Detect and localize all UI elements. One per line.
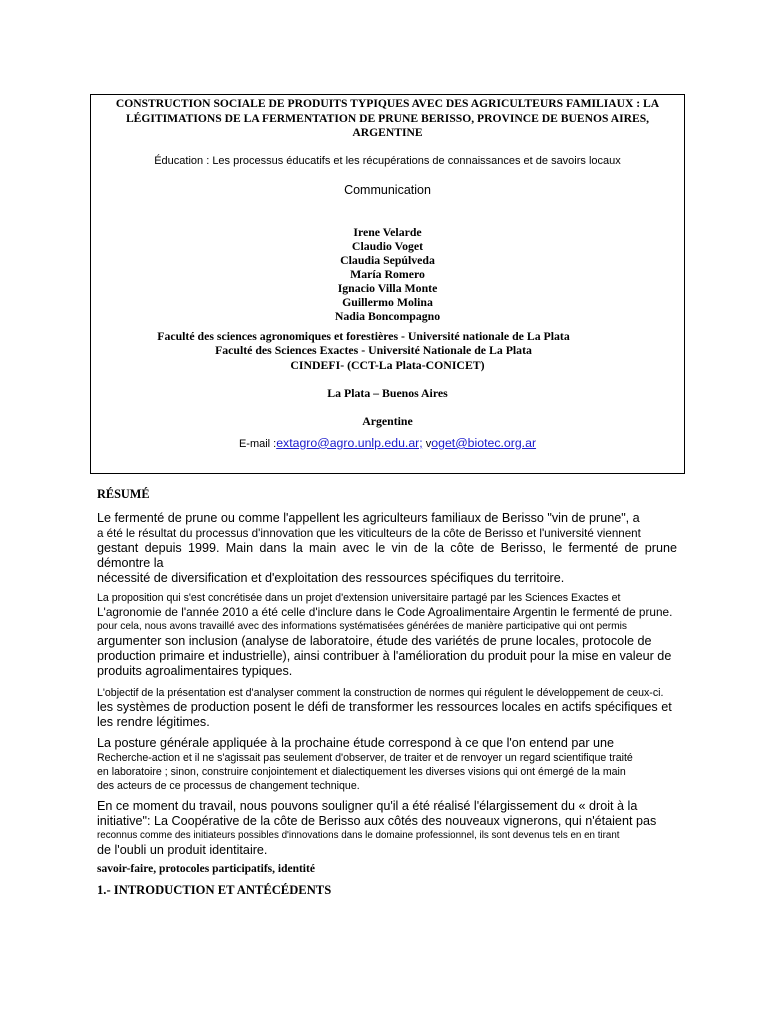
author-name: Nadia Boncompagno bbox=[334, 309, 441, 324]
paragraph-1 bbox=[97, 511, 677, 586]
paragraph-2 bbox=[97, 591, 677, 679]
resume-heading: RÉSUMÉ bbox=[97, 487, 150, 501]
affiliation: Faculté des Sciences Exactes - Université Nationale de La Plata bbox=[215, 343, 532, 358]
author-name: Ignacio Villa Monte bbox=[337, 280, 438, 295]
title-block bbox=[90, 94, 685, 474]
text-line: production primaire et industrielle), ainsi contribuer à l'amélioration du produit pour la mise en valeur de bbox=[97, 649, 672, 663]
text-line: de l'oubli un produit identitaire. bbox=[97, 843, 268, 857]
paper-subtitle: Éducation : Les processus éducatifs et les récupérations de connaissances et de savoirs locaux bbox=[154, 154, 621, 167]
city: La Plata – Buenos Aires bbox=[327, 385, 448, 400]
author-name: Claudio Voget bbox=[351, 238, 424, 253]
paragraph-4 bbox=[97, 736, 677, 793]
section-heading-introduction: 1.- INTRODUCTION ET ANTÉCÉDENTS bbox=[97, 883, 332, 897]
text-line: reconnus comme des initiateurs possibles d'innovations dans le domaine professionnel, ils sont devenus tels en en tirant bbox=[97, 830, 620, 841]
country: Argentine bbox=[362, 413, 413, 428]
affiliation: Faculté des sciences agronomiques et forestières - Université nationale de La Plata bbox=[157, 329, 570, 344]
text-line: produits agroalimentaires typiques. bbox=[97, 664, 293, 678]
paper-title: CONSTRUCTION SOCIALE DE PRODUITS TYPIQUES AVEC DES AGRICULTEURS FAMILIAUX : LA LÉGITIMATIONS DE LA FERMENTATION DE PRUNE BERISSO, PROVINCE DE BUENOS AIRES, ARGENTINE bbox=[115, 97, 660, 139]
author-name: María Romero bbox=[350, 266, 425, 281]
communication-label: Communication bbox=[344, 182, 431, 197]
paragraph-5 bbox=[97, 799, 677, 858]
email-line bbox=[91, 436, 684, 451]
text-line: les systèmes de production posent le défi de transformer les ressources locales en actifs spécifiques et bbox=[97, 700, 672, 714]
text-line: Recherche-action et il ne s'agissait pas seulement d'observer, de traiter et de renvoyer un regard scientifique traité bbox=[97, 752, 633, 764]
text-line: L'objectif de la présentation est d'analyser comment la construction de normes qui régulent le développement de ceux-ci. bbox=[97, 687, 664, 699]
email-link-1[interactable]: extagro@agro.unlp.edu.ar; bbox=[276, 435, 423, 450]
text-line: les rendre légitimes. bbox=[97, 715, 210, 729]
paragraph-3 bbox=[97, 686, 677, 730]
text-line: En ce moment du travail, nous pouvons souligner qu'il a été réalisé l'élargissement du « droit à la bbox=[97, 799, 638, 813]
text-line: argumenter son inclusion (analyse de laboratoire, étude des variétés de prune locales, protocole de bbox=[97, 634, 652, 648]
text-line: en laboratoire ; sinon, construire conjointement et dialectiquement les diverses visions qui ont émergé de la main bbox=[97, 766, 626, 778]
affiliation-list bbox=[91, 329, 684, 372]
email-link-2[interactable]: oget@biotec.org.ar bbox=[431, 435, 537, 450]
text-line: gestant depuis 1999. Main dans la main avec le vin de la côte de Berisso, le fermenté de prune démontre la bbox=[97, 541, 677, 570]
keywords: savoir-faire, protocoles participatifs, identité bbox=[97, 863, 315, 875]
text-line: L'agronomie de l'année 2010 a été celle d'inclure dans le Code Agroalimentaire Argentin le fermenté de prune. bbox=[97, 605, 673, 619]
text-line: a été le résultat du processus d'innovation que les viticulteurs de la côte de Berisso et l'université viennent bbox=[97, 527, 641, 540]
text-line: Le fermenté de prune ou comme l'appellent les agriculteurs familiaux de Berisso "vin de prune", a bbox=[97, 511, 640, 525]
text-line: des acteurs de ce processus de changement technique. bbox=[97, 780, 360, 792]
text-line: La proposition qui s'est concrétisée dans un projet d'extension universitaire partagé par les Sciences Exactes et bbox=[97, 592, 621, 604]
text-line: La posture générale appliquée à la prochaine étude correspond à ce que l'on entend par une bbox=[97, 736, 615, 750]
text-line: pour cela, nous avons travaillé avec des informations systématisées générées de manière participative qui ont permis bbox=[97, 621, 628, 632]
text-line: initiative": La Coopérative de la côte de Berisso aux côtés des nouveaux vignerons, qui n'étaient pas bbox=[97, 814, 657, 828]
author-list bbox=[91, 225, 684, 324]
author-name: Claudia Sepúlveda bbox=[340, 252, 435, 267]
abstract-section bbox=[97, 486, 677, 898]
author-name: Irene Velarde bbox=[353, 224, 422, 239]
email-separator: v bbox=[422, 437, 432, 450]
email-label: E-mail : bbox=[238, 437, 277, 450]
affiliation: CINDEFI- (CCT-La Plata-CONICET) bbox=[290, 357, 485, 372]
text-line: nécessité de diversification et d'exploitation des ressources spécifiques du territoire. bbox=[97, 571, 565, 585]
author-name: Guillermo Molina bbox=[342, 294, 433, 309]
